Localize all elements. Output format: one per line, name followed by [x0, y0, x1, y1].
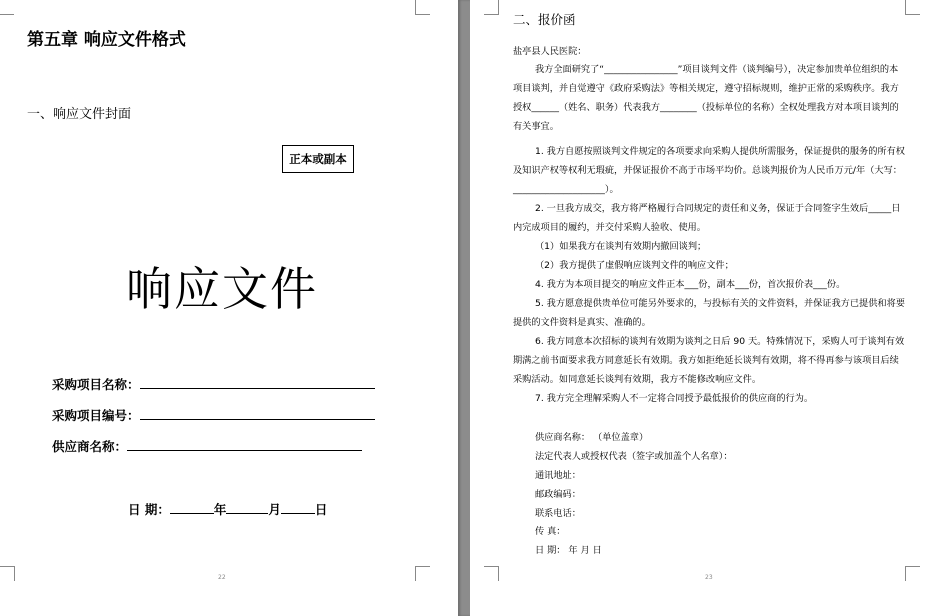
fill-line[interactable] [226, 500, 268, 514]
crop-mark [415, 566, 430, 581]
date-label: 日 期： [128, 502, 170, 517]
cover-big-title: 响应文件 [126, 262, 318, 316]
clause-1: 1. 我方自愿按照谈判文件规定的各项要求向采购人提供所需服务，保证提供的服务的所有权及知识产权等权利无瑕疵，并保证报价不高于市场平均价。总谈判报价为人民币万元/年（大写：____________________）。 [513, 146, 905, 195]
clause-5: 5. 我方愿意提供贵单位可能另外要求的，与投标有关的文件资料，并保证我方已提供和将要提供的文件资料是真实、准确的。 [513, 298, 905, 328]
clause-7: 7. 我方完全理解采购人不一定将合同授予最低报价的供应商的行为。 [535, 393, 814, 404]
field-label: 采购项目名称： [52, 377, 140, 392]
sig-supplier: 供应商名称： （单位盖章） [535, 432, 649, 443]
page-number: 22 [218, 574, 226, 581]
crop-mark [905, 0, 920, 15]
clause-4: 4. 我方为本项目提交的响应文件正本___份，副本___份，首次报价表___份。 [535, 279, 846, 290]
chapter-title: 第五章 响应文件格式 [27, 30, 186, 50]
sig-date: 日 期： 年 月 日 [535, 545, 602, 556]
page-number: 23 [705, 574, 713, 581]
field-supplier-name [52, 436, 362, 455]
sig-postcode: 邮政编码： [535, 489, 581, 500]
clause-2-item-2: （2）我方提供了虚假响应谈判文件的响应文件； [535, 260, 734, 271]
fill-line[interactable] [127, 437, 362, 451]
original-copy-box: 正本或副本 [282, 145, 354, 173]
day-label: 日 [314, 502, 328, 517]
crop-mark [0, 14, 14, 15]
fill-line[interactable] [140, 375, 375, 389]
sig-address: 通讯地址： [535, 470, 581, 481]
sig-representative: 法定代表人或授权代表（签字或加盖个人名章）： [535, 451, 733, 462]
clause-2-item-1: （1）如果我方在谈判有效期内撤回谈判； [535, 241, 707, 252]
clause-6: 6. 我方同意本次招标的谈判有效期为谈判之日后 90 天。特殊情况下，采购人可于谈判有效期满之前书面要求我方同意延长有效期。我方如拒绝延长谈判有效期，将不得再参与该项目后续采购活动。如同意延长谈判有效期，我方不能修改响应文件。 [513, 336, 905, 385]
clause-2: 2. 一旦我方成交，我方将严格履行合同规定的责任和义务，保证于合同签字生效后_____日内完成项目的履约，并交付采购人验收、使用。 [513, 203, 901, 233]
field-project-name [52, 374, 375, 393]
crop-mark [415, 0, 430, 15]
field-label: 供应商名称： [52, 439, 128, 454]
crop-mark [0, 566, 15, 581]
document-page-left [0, 0, 458, 616]
field-project-number [52, 405, 375, 424]
date-line [128, 499, 327, 518]
sig-fax: 传 真： [535, 526, 566, 537]
crop-mark [484, 566, 499, 581]
month-label: 月 [268, 502, 281, 517]
fill-line[interactable] [281, 500, 315, 514]
section-title-quote: 二、报价函 [513, 12, 576, 27]
year-label: 年 [213, 502, 227, 517]
fill-line[interactable] [170, 500, 214, 514]
addressee: 盐亭县人民医院： [513, 46, 587, 57]
sig-phone: 联系电话： [535, 508, 581, 519]
intro-paragraph: 我方全面研究了“________________”项目谈判文件（谈判编号），决定参加贵单位组织的本项目谈判，并自觉遵守《政府采购法》等相关规定，遵守招标规则，维护正常的采购秩序。我方授权______（姓名、职务）代表我方________（投标单位的名称）全权处理我方对本项目谈判的有关事宜。 [513, 64, 899, 132]
section-title: 一、响应文件封面 [27, 107, 132, 122]
fill-line[interactable] [140, 406, 375, 420]
field-label: 采购项目编号： [52, 408, 140, 423]
page-gutter [458, 0, 470, 616]
crop-mark [905, 566, 920, 581]
crop-mark [484, 0, 499, 15]
